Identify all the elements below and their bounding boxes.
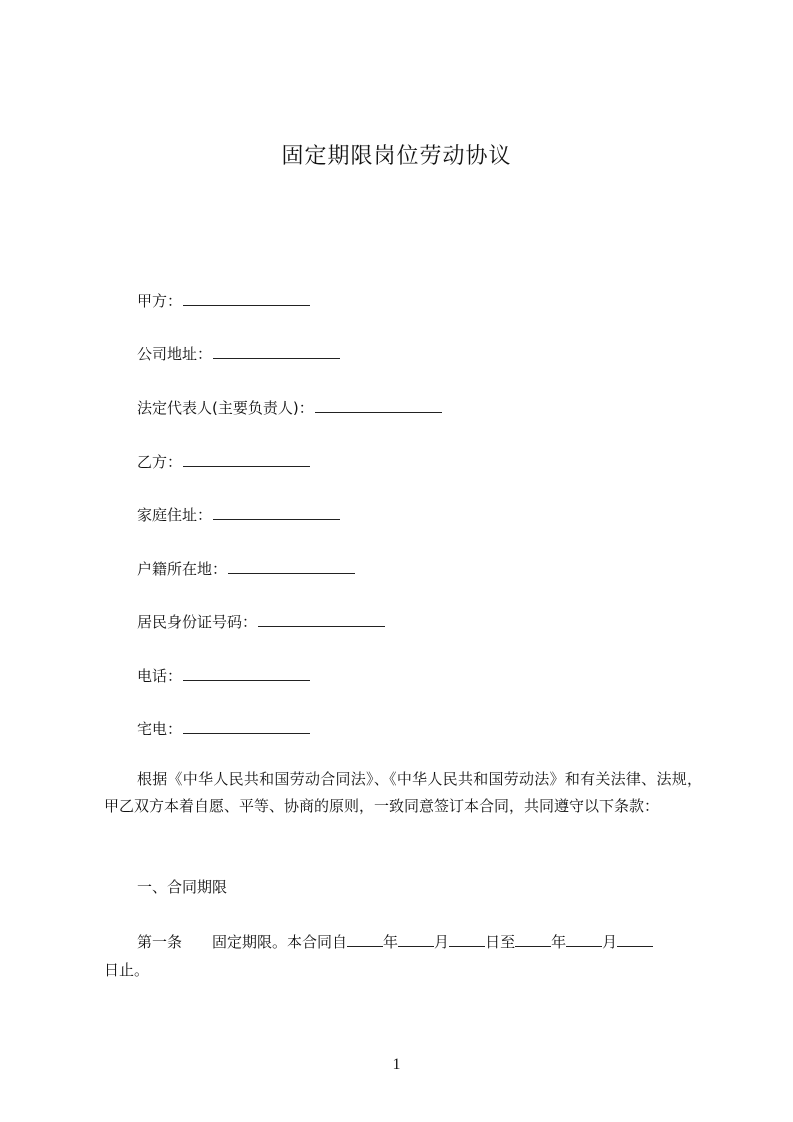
page-number: 1	[392, 1056, 401, 1073]
day-to-label: 日至	[485, 933, 516, 951]
field-legal-representative	[137, 397, 442, 419]
fill-in-blank	[213, 506, 340, 520]
fill-in-blank	[183, 667, 310, 681]
preamble-paragraph: 根据《中华人民共和国劳动合同法》、《中华人民共和国劳动法》和有关法律、法规，甲乙双方本着自愿、平等、协商的原则，一致同意签订本合同，共同遵守以下条款：	[104, 770, 702, 815]
field-home-address	[137, 504, 340, 526]
year-label: 年	[551, 933, 567, 951]
fill-in-blank	[398, 933, 434, 947]
field-party-a	[137, 290, 310, 312]
field-label: 户籍所在地：	[137, 560, 228, 578]
article-1	[104, 928, 702, 984]
field-label: 宅电：	[137, 720, 183, 738]
section-heading: 一、合同期限	[137, 878, 228, 896]
month-label: 月	[602, 933, 618, 951]
article-text: 固定期限。本合同自	[212, 933, 348, 951]
month-label: 月	[434, 933, 450, 951]
year-label: 年	[383, 933, 399, 951]
fill-in-blank	[183, 292, 310, 306]
fill-in-blank	[566, 933, 602, 947]
field-company-address	[137, 343, 340, 365]
fill-in-blank	[617, 933, 653, 947]
field-household-registration	[137, 558, 355, 580]
document-title: 固定期限岗位劳动协议	[281, 144, 512, 169]
fill-in-blank	[183, 720, 310, 734]
field-label: 甲方：	[137, 292, 183, 310]
field-home-phone	[137, 718, 310, 740]
field-id-number	[137, 611, 385, 633]
field-label: 法定代表人(主要负责人)：	[137, 399, 314, 417]
end-label: 日止。	[104, 961, 150, 979]
fill-in-blank	[449, 933, 485, 947]
fill-in-blank	[228, 560, 355, 574]
fill-in-blank	[347, 933, 383, 947]
fill-in-blank	[515, 933, 551, 947]
field-label: 公司地址：	[137, 345, 213, 363]
field-label: 居民身份证号码：	[137, 613, 258, 631]
field-label: 乙方：	[137, 453, 183, 471]
fill-in-blank	[183, 453, 310, 467]
field-label: 家庭住址：	[137, 506, 213, 524]
field-label: 电话：	[137, 667, 183, 685]
article-number: 第一条	[137, 933, 183, 951]
fill-in-blank	[315, 399, 442, 413]
field-phone	[137, 665, 310, 687]
fill-in-blank	[213, 345, 340, 359]
fill-in-blank	[258, 613, 385, 627]
field-party-b	[137, 451, 310, 473]
